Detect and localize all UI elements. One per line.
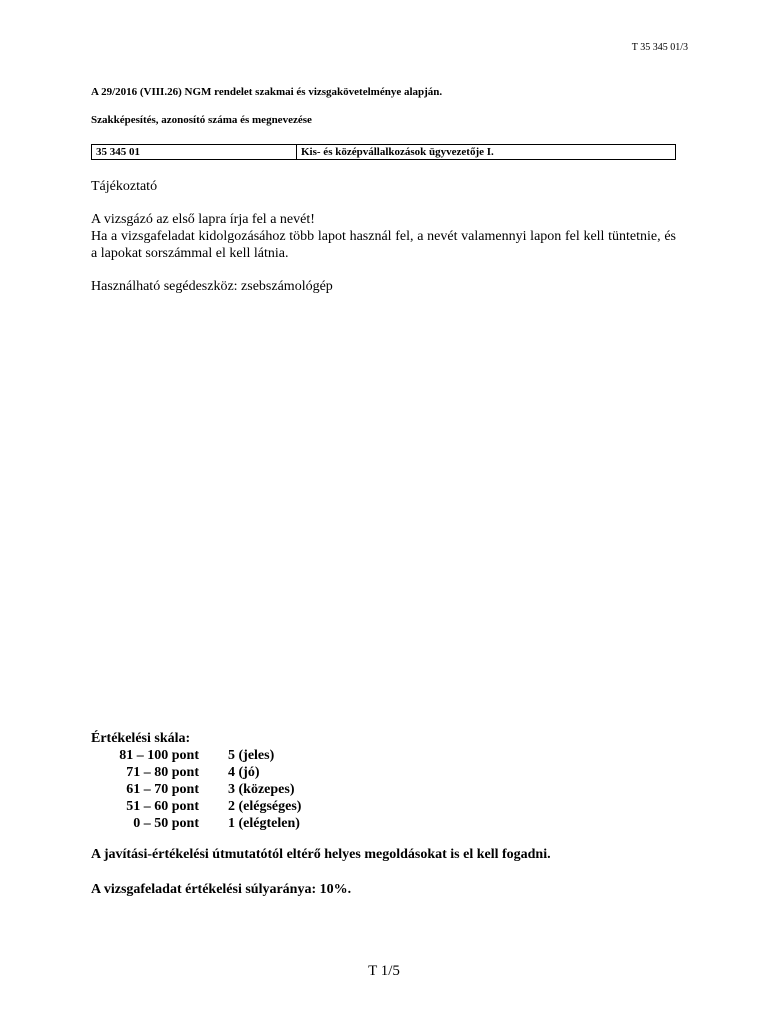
qualification-table bbox=[91, 144, 676, 160]
allowed-tools: Használható segédeszköz: zsebszámológép bbox=[91, 279, 333, 294]
scale-row bbox=[91, 747, 275, 764]
qualification-row bbox=[92, 145, 676, 160]
scale-range: 81 – 100 pont bbox=[119, 748, 199, 763]
qualification-code: 35 345 01 bbox=[92, 145, 297, 160]
scale-row bbox=[91, 798, 302, 815]
info-title: Tájékoztató bbox=[91, 179, 158, 194]
instructions-block bbox=[91, 211, 676, 262]
scale-grade: 5 (jeles) bbox=[228, 748, 275, 763]
grading-scale bbox=[91, 730, 302, 832]
scale-range: 51 – 60 pont bbox=[126, 799, 199, 814]
regulation-reference: A 29/2016 (VIII.26) NGM rendelet szakmai és vizsgakövetelménye alapján. bbox=[91, 86, 443, 98]
scale-grade: 3 (közepes) bbox=[228, 782, 295, 797]
scale-grade: 2 (elégséges) bbox=[228, 799, 302, 814]
scale-grade: 4 (jó) bbox=[228, 765, 260, 780]
scale-range: 61 – 70 pont bbox=[126, 782, 199, 797]
page-code: T 35 345 01/3 bbox=[631, 42, 688, 53]
grading-scale-title: Értékelési skála: bbox=[91, 731, 191, 746]
acceptance-note: A javítási-értékelési útmutatótól eltérő helyes megoldásokat is el kell fogadni. bbox=[91, 847, 551, 862]
scale-grade: 1 (elégtelen) bbox=[228, 816, 300, 831]
page-number: T 1/5 bbox=[368, 963, 400, 979]
scale-row bbox=[91, 815, 300, 832]
qualification-heading: Szakképesítés, azonosító száma és megnevezése bbox=[91, 114, 312, 126]
instruction-pages: Ha a vizsgafeladat kidolgozásához több lapot használ fel, a nevét valamennyi lapon fel kell tüntetnie, és a lapokat sorszámmal el kell látnia. bbox=[91, 229, 676, 261]
weight-note: A vizsgafeladat értékelési súlyaránya: 10%. bbox=[91, 882, 352, 897]
scale-range: 71 – 80 pont bbox=[126, 765, 199, 780]
scale-row bbox=[91, 764, 260, 781]
scale-range: 0 – 50 pont bbox=[133, 816, 199, 831]
qualification-name: Kis- és középvállalkozások ügyvezetője I. bbox=[297, 145, 676, 160]
instruction-name: A vizsgázó az első lapra írja fel a nevét! bbox=[91, 212, 315, 227]
scale-row bbox=[91, 781, 295, 798]
